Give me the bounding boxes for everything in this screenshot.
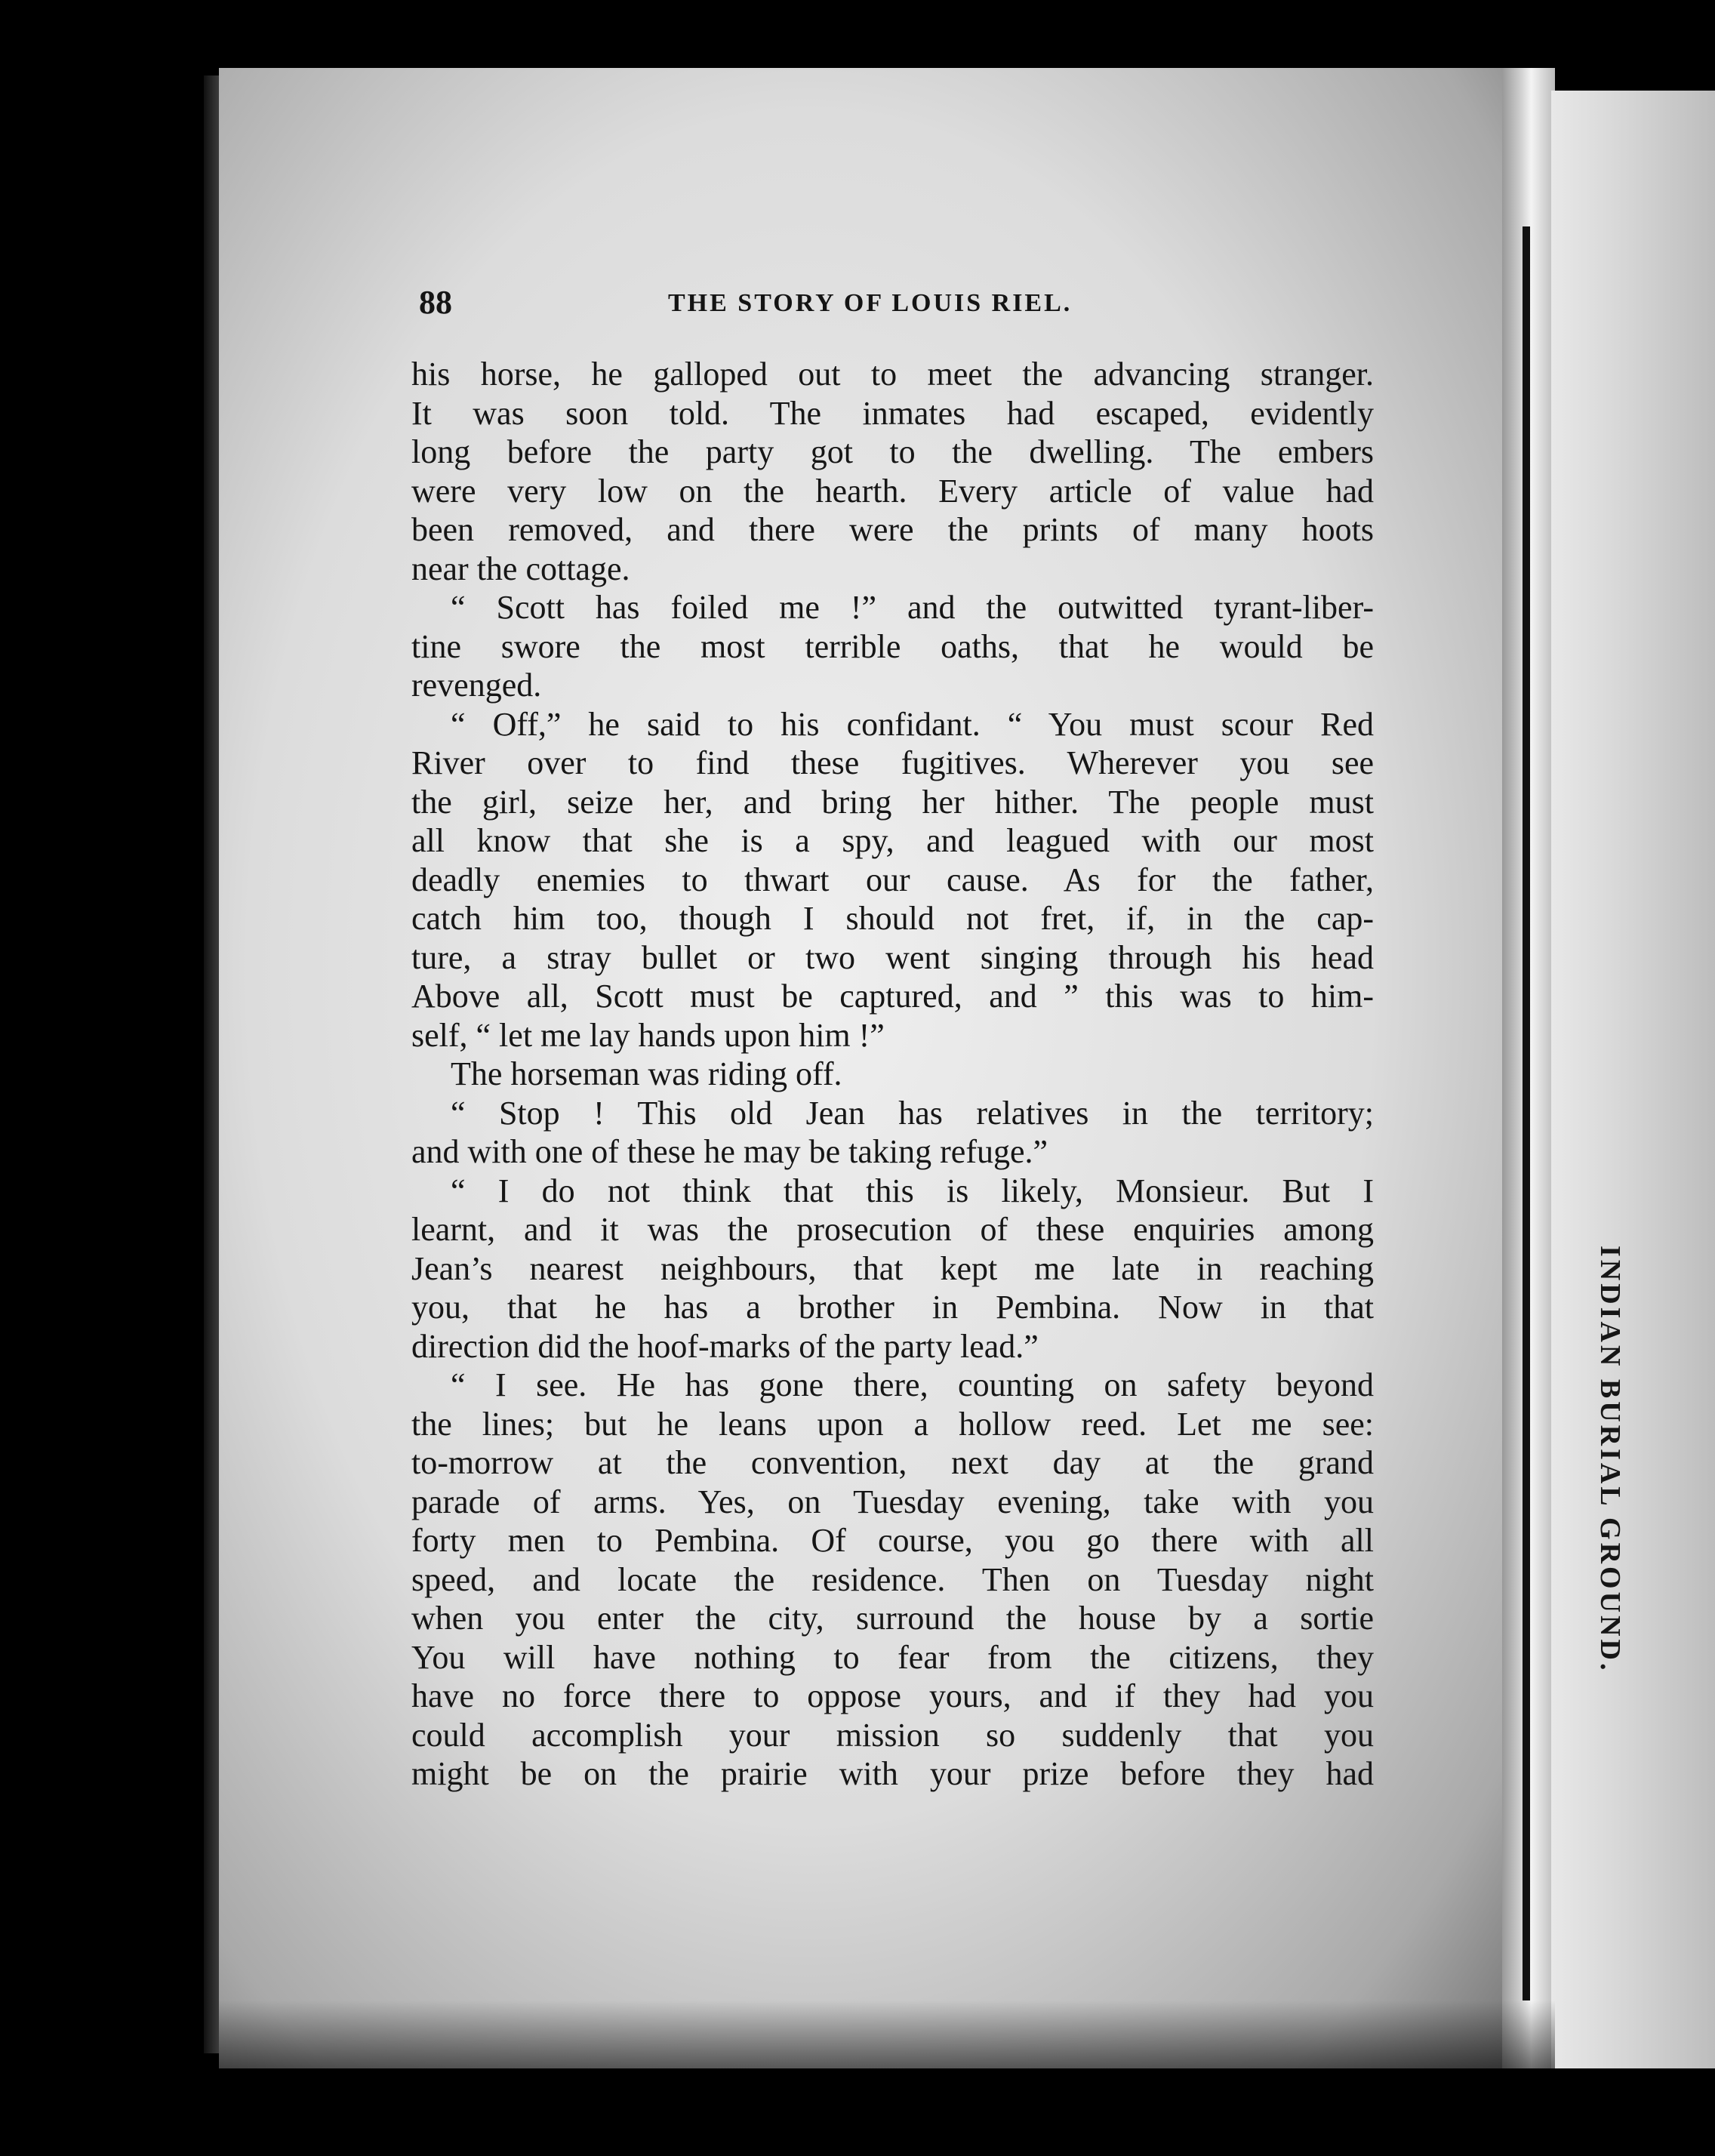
body-text [411, 355, 1374, 1794]
text-line: revenged. [411, 667, 542, 704]
text-line: direction did the hoof-marks of the party lead.” [411, 1327, 1039, 1365]
text-line: tine swore the most terrible oaths, that he would be [411, 627, 1374, 665]
text-line: River over to find these fugitives. Wherever you see [411, 744, 1374, 781]
binding-thread [1523, 226, 1530, 2000]
text-line: his horse, he galloped out to meet the advancing stranger. [411, 356, 1374, 393]
text-line: learnt, and it was the prosecution of these enquiries among [411, 1211, 1374, 1248]
text-line: “ Off,” he said to his confidant. “ You must scour Red [451, 705, 1374, 743]
text-line: catch him too, though I should not fret, if, in the cap- [411, 900, 1374, 937]
text-line: forty men to Pembina. Of course, you go there with all [411, 1522, 1374, 1559]
text-line: The horseman was riding off. [451, 1055, 842, 1092]
text-line: parade of arms. Yes, on Tuesday evening, take with you [411, 1483, 1374, 1520]
text-line: Jean’s nearest neighbours, that kept me late in reaching [411, 1249, 1374, 1287]
text-line: the lines; but he leans upon a hollow reed. Let me see: [411, 1405, 1374, 1443]
text-line: have no force there to oppose yours, and if they had you [411, 1677, 1374, 1714]
text-line: It was soon told. The inmates had escaped, evidently [411, 394, 1374, 432]
text-line: “ I do not think that this is likely, Monsieur. But I [451, 1172, 1374, 1209]
text-line: self, “ let me lay hands upon him !” [411, 1016, 885, 1054]
text-line: You will have nothing to fear from the citizens, they [411, 1638, 1374, 1676]
text-line: when you enter the city, surround the house by a sortie [411, 1600, 1374, 1637]
text-line: deadly enemies to thwart our cause. As for the father, [411, 861, 1374, 898]
text-line: speed, and locate the residence. Then on Tuesday night [411, 1560, 1374, 1598]
text-line: Above all, Scott must be captured, and ” this was to him- [411, 978, 1374, 1015]
text-line: “ Scott has foiled me !” and the outwitted tyrant-liber- [451, 589, 1374, 626]
text-line: could accomplish your mission so suddenly that you [411, 1716, 1374, 1754]
facing-page-strip [1551, 91, 1715, 2068]
text-line: were very low on the hearth. Every article of value had [411, 472, 1374, 510]
text-line: might be on the prairie with your prize before they had [411, 1755, 1374, 1792]
text-line: the girl, seize her, and bring her hither. The people must [411, 783, 1374, 821]
page-header [419, 283, 1378, 336]
text-line: you, that he has a brother in Pembina. Now in that [411, 1289, 1374, 1326]
text-line: near the cottage. [411, 550, 630, 587]
text-line: all know that she is a spy, and leagued with our most [411, 822, 1374, 859]
text-line: and with one of these he may be taking refuge.” [411, 1133, 1048, 1170]
text-line: long before the party got to the dwelling. The embers [411, 433, 1374, 470]
page-number: 88 [419, 284, 452, 321]
running-head: THE STORY OF LOUIS RIEL. [668, 289, 1073, 317]
text-line: ture, a stray bullet or two went singing through his head [411, 938, 1374, 976]
bottom-shadow [219, 2000, 1555, 2068]
text-line: “ Stop ! This old Jean has relatives in the territory; [451, 1094, 1374, 1132]
text-line: been removed, and there were the prints of many hoots [411, 511, 1374, 548]
facing-page-side-text: INDIAN BURIAL GROUND. [1594, 1246, 1626, 1674]
text-line: to-morrow at the convention, next day at the grand [411, 1444, 1374, 1481]
text-line: “ I see. He has gone there, counting on safety beyond [451, 1366, 1374, 1403]
